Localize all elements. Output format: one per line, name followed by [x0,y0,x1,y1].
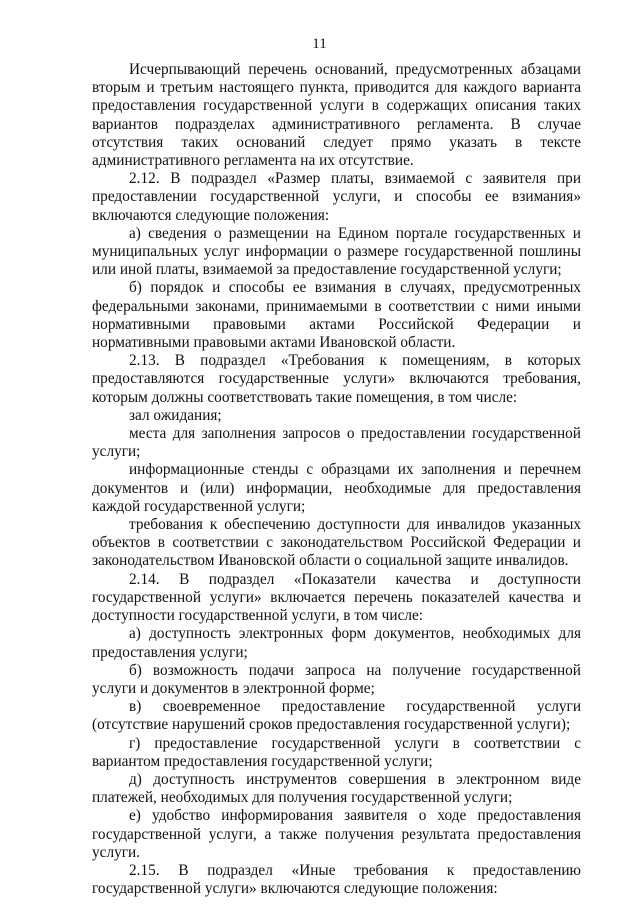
paragraph-2-14: 2.14. В подраздел «Показатели качества и доступности государственной услуги» включается перечень показателей качества и доступности государственной услуги, в том числе: [92,570,581,625]
paragraph-2-14-a: а) доступность электронных форм документов, необходимых для предоставления услуги; [92,625,581,661]
paragraph-2-14-v: в) своевременное предоставление государственной услуги (отсутствие нарушений сроков предоставления государственной услуги); [92,698,581,734]
paragraph-exhaustive-list: Исчерпывающий перечень оснований, предусмотренных абзацами вторым и третьим настоящего пункта, приводится для каждого варианта предоставления государственной услуги в содержащих описания таких вариантов подразделах административного регламента. В случае отсутствия таких оснований следует прямо указать в тексте административного регламента на их отсутствие. [92,61,581,170]
page-body [92,61,581,898]
paragraph-2-15: 2.15. В подраздел «Иные требования к предоставлению государственной услуги» включаются следующие положения: [92,861,581,898]
paragraph-2-13: 2.13. В подраздел «Требования к помещениям, в которых предоставляются государственные услуги» включаются требования, которым должны соответствовать такие помещения, в том числе: [92,352,581,406]
paragraph-2-14-b: б) возможность подачи запроса на получение государственной услуги и документов в электронной форме; [92,661,581,697]
paragraph-2-13-info-stands: информационные стенды с образцами их заполнения и перечнем документов и (или) информации, необходимые для предоставления каждой государственной услуги; [92,461,581,515]
paragraph-2-14-e: е) удобство информирования заявителя о ходе предоставления государственной услуги, а также получения результата предоставления услуги. [92,807,581,861]
paragraph-2-12-b: б) порядок и способы ее взимания в случаях, предусмотренных федеральными законами, принимаемыми в соответствии с ними иными нормативными правовыми актами Российской Федерации и нормативными правовыми актами Ивановской области. [92,279,581,352]
paragraph-2-14-d: д) доступность инструментов совершения в электронном виде платежей, необходимых для получения государственной услуги; [92,770,581,807]
paragraph-2-13-waiting-room: зал ожидания; [129,406,222,424]
paragraph-2-12-a: а) сведения о размещении на Едином портале государственных и муниципальных услуг информации о размере государственной пошлины или иной платы, взимаемой за предоставление государственной услуги; [92,224,581,279]
paragraph-2-13-request-places: места для заполнения запросов о предоставлении государственной услуги; [92,425,581,461]
paragraph-2-12: 2.12. В подраздел «Размер платы, взимаемой с заявителя при предоставлении государственной услуги, и способы ее взимания» включаются следующие положения: [92,170,581,224]
paragraph-2-13-accessibility: требования к обеспечению доступности для инвалидов указанных объектов в соответствии с законодательством Российской Федерации и законодательством Ивановской области о социальной защите инвалидов. [92,516,581,570]
page-number: 11 [312,36,327,52]
paragraph-2-14-g: г) предоставление государственной услуги в соответствии с вариантом предоставления государственной услуги; [92,734,581,770]
